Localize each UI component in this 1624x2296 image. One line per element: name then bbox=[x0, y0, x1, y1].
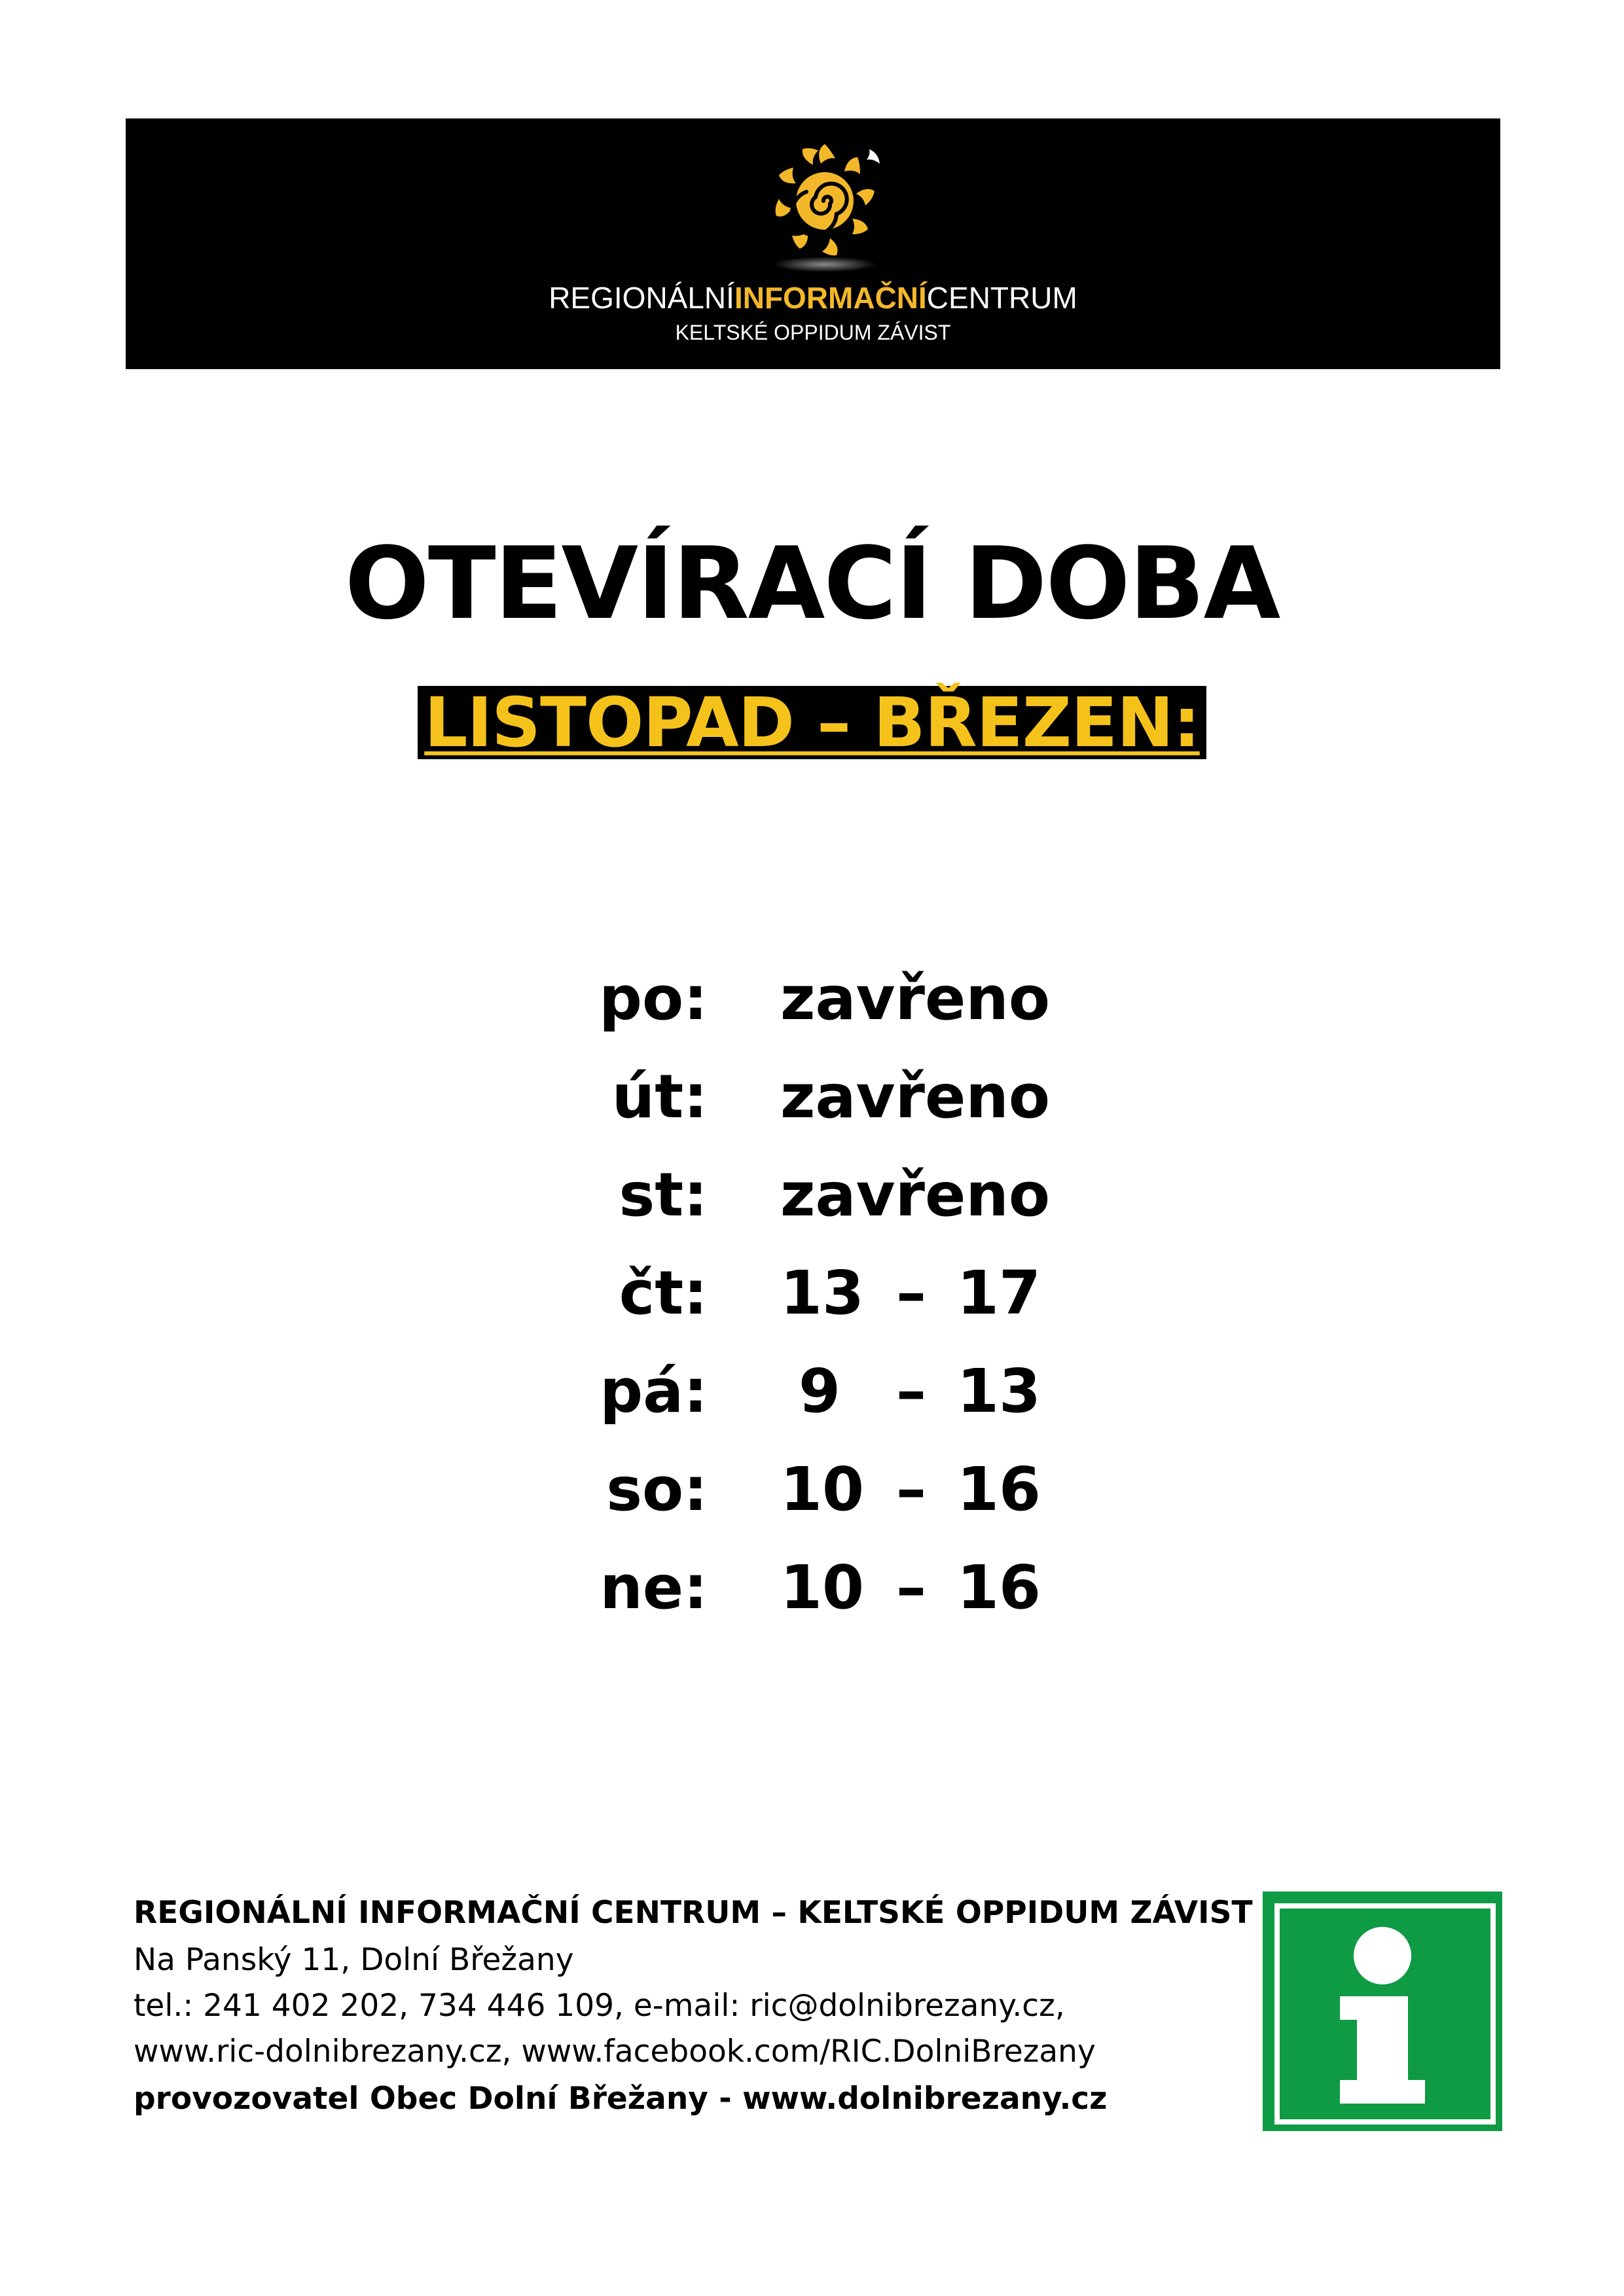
time-dash: – bbox=[896, 1356, 926, 1426]
hours-row-fri bbox=[0, 1356, 1624, 1460]
hours-value: zavřeno bbox=[780, 1160, 1051, 1230]
hours-row-mon bbox=[0, 963, 1624, 1067]
footer-web: www.ric-dolnibrezany.cz, www.facebook.com/RIC.DolniBrezany bbox=[134, 2034, 1096, 2070]
time-dash: – bbox=[896, 1454, 926, 1524]
day-label: ne: bbox=[600, 1552, 708, 1623]
logo-subtitle: KELTSKÉ OPPIDUM ZÁVIST bbox=[675, 321, 951, 344]
hours-row-thu bbox=[0, 1258, 1624, 1361]
time-dash: – bbox=[896, 1552, 926, 1623]
time-from: 9 bbox=[798, 1356, 840, 1426]
day-label: pá: bbox=[600, 1356, 708, 1426]
subtitle-wrap bbox=[0, 683, 1624, 762]
info-sign-border bbox=[1274, 1903, 1496, 2125]
logo-title bbox=[126, 280, 1500, 315]
hours-row-sun bbox=[0, 1552, 1624, 1656]
day-label: st: bbox=[619, 1160, 708, 1230]
time-dash: – bbox=[896, 1258, 926, 1328]
hours-value: zavřeno bbox=[780, 963, 1051, 1033]
logo-part1: REGIONÁLNÍ bbox=[549, 281, 734, 315]
info-icon bbox=[1280, 1909, 1490, 2119]
page-title: OTEVÍRACÍ DOBA bbox=[344, 526, 1280, 641]
day-label: út: bbox=[611, 1062, 708, 1132]
info-sign bbox=[1263, 1892, 1502, 2131]
time-to: 16 bbox=[957, 1552, 1041, 1623]
time-to: 17 bbox=[957, 1258, 1041, 1328]
footer-contact-line: tel.: 241 402 202, 734 446 109, e-mail: ric@dolnibrezany.cz, bbox=[134, 1988, 1065, 2024]
logo-part3: CENTRUM bbox=[926, 281, 1077, 315]
day-label: so: bbox=[606, 1454, 708, 1524]
time-from: 10 bbox=[780, 1552, 865, 1623]
footer-operator: provozovatel Obec Dolní Břežany - www.dolnibrezany.cz bbox=[134, 2081, 1108, 2117]
day-label: čt: bbox=[619, 1258, 708, 1328]
footer-org: REGIONÁLNÍ INFORMAČNÍ CENTRUM – KELTSKÉ OPPIDUM ZÁVIST bbox=[134, 1895, 1253, 1931]
time-to: 13 bbox=[957, 1356, 1041, 1426]
hours-value: zavřeno bbox=[780, 1062, 1051, 1132]
sun-spiral-icon bbox=[759, 139, 890, 263]
hours-row-tue bbox=[0, 1062, 1624, 1165]
time-from: 10 bbox=[780, 1454, 865, 1524]
logo-part2: INFORMAČNÍ bbox=[734, 281, 927, 315]
day-label: po: bbox=[599, 963, 708, 1033]
footer-address: Na Panský 11, Dolní Břežany bbox=[134, 1942, 574, 1978]
hours-row-wed bbox=[0, 1160, 1624, 1263]
time-from: 13 bbox=[780, 1258, 865, 1328]
season-subtitle: LISTOPAD – BŘEZEN: bbox=[418, 686, 1206, 759]
time-to: 16 bbox=[957, 1454, 1041, 1524]
logo-glow bbox=[772, 257, 877, 272]
hours-row-sat bbox=[0, 1454, 1624, 1558]
